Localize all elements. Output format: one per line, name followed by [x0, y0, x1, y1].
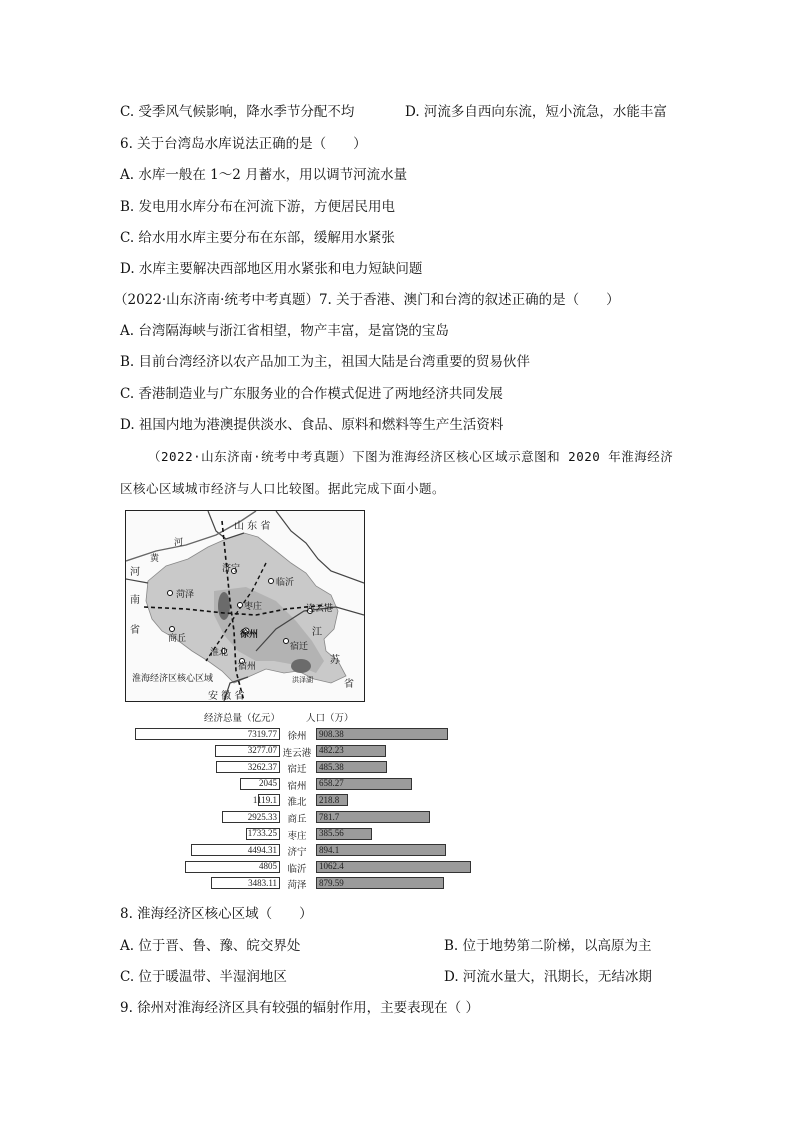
q6-option-a: A. 水库一般在 1～2 月蓄水，用以调节河流水量 [120, 167, 408, 183]
city-label: 淮北 [287, 797, 307, 809]
q6-option-c: C. 给水用水库主要分布在东部，缓解用水紧张 [120, 230, 395, 246]
population-value-label: 485.38 [319, 761, 344, 772]
q8-option-a: A. 位于晋、鲁、豫、皖交界处 [120, 938, 301, 954]
map-label-suzhou: 宿州 [238, 662, 257, 672]
map-label-jining: 济宁 [222, 564, 241, 574]
map-label-lianyungang: 连云港 [306, 604, 334, 614]
population-value-label: 218.8 [319, 794, 340, 805]
q8-option-c: C. 位于暖温带、半湿润地区 [120, 969, 287, 985]
economy-value-label: 3277.07 [247, 745, 277, 756]
left-header: 经济总量（亿元） [204, 713, 281, 724]
map-label-jiangsu: 省 [344, 679, 354, 690]
population-value-label: 1062.4 [319, 861, 344, 872]
city-label: 徐州 [287, 731, 307, 742]
q8-option-b: B. 位于地势第二阶梯，以高原为主 [444, 938, 652, 954]
economy-value-label: 1733.25 [247, 828, 277, 839]
intro-line-1: （2022·山东济南·统考中考真题）下图为淮海经济区核心区域示意图和 2020 年淮海经济 [148, 449, 674, 464]
city-label: 商丘 [287, 814, 307, 825]
map-label-river: 黄 [150, 554, 160, 564]
city-label: 临沂 [287, 863, 307, 875]
city-label: 连云港 [282, 747, 312, 759]
economy-value-label: 3483.11 [248, 877, 277, 888]
q8-stem: 8. 淮海经济区核心区域（ ） [120, 906, 313, 922]
q6-option-b: B. 发电用水库分布在河流下游，方便居民用电 [120, 199, 396, 215]
city-label: 枣庄 [287, 830, 307, 842]
economy-value-label: 4805 [259, 861, 277, 872]
city-marker [269, 579, 274, 584]
q7-option-b: B. 目前台湾经济以农产品加工为主，祖国大陆是台湾重要的贸易伙伴 [120, 354, 531, 370]
map-label-henan: 南 [130, 595, 140, 606]
economy-value-label: 3262.37 [247, 761, 277, 772]
city-marker [284, 639, 289, 644]
hongze-lake [291, 659, 311, 673]
population-value-label: 482.23 [319, 745, 344, 756]
map-label-xuzhou: 徐州 [240, 630, 259, 640]
economy-value-label: 4494.31 [247, 844, 277, 855]
q7-stem: （2022·山东济南·统考中考真题）7. 关于香港、澳门和台湾的叙述正确的是（ ） [114, 292, 620, 308]
q5-option-d: D. 河流多自西向东流，短小流急，水能丰富 [405, 104, 667, 120]
economy-value-label: 2925.33 [247, 811, 277, 822]
q6-stem: 6. 关于台湾岛水库说法正确的是（ ） [120, 136, 367, 152]
population-value-label: 658.27 [319, 778, 344, 789]
economy-value-label: 1119.1 [252, 794, 277, 805]
map-label-henan: 省 [130, 625, 140, 636]
population-value-label: 781.7 [319, 811, 340, 822]
map-label-zaozhuang: 枣庄 [244, 602, 263, 612]
city-label: 宿迁 [287, 764, 307, 776]
map-caption: 淮海经济区核心区域 [132, 674, 214, 684]
city-label: 宿州 [287, 780, 307, 792]
q7-option-a: A. 台湾隔海峡与浙江省相望，物产丰富，是富饶的宝岛 [120, 323, 449, 339]
population-value-label: 908.38 [319, 728, 344, 739]
map-label-suqian: 宿迁 [290, 642, 309, 652]
q7-option-d: D. 祖国内地为港澳提供淡水、食品、原料和燃料等生产生活资料 [120, 417, 504, 433]
map-label-river: 河 [174, 538, 184, 548]
q5-option-c: C. 受季风气候影响，降水季节分配不均 [120, 104, 355, 120]
weishan-lake [218, 592, 230, 620]
city-label: 济宁 [287, 847, 307, 859]
economy-value-label: 2045 [259, 778, 277, 789]
intro-line-2: 区核心区域城市经济与人口比较图。据此完成下面小题。 [120, 481, 446, 496]
map-label-jiangsu: 江 [312, 627, 322, 638]
q8-option-d: D. 河流水量大，汛期长，无结冰期 [444, 969, 652, 985]
right-header: 人口（万） [306, 713, 354, 724]
city-marker [238, 603, 243, 608]
huaihai-core-region-map [125, 510, 365, 702]
map-label-jiangsu: 苏 [330, 655, 340, 666]
q7-option-c: C. 香港制造业与广东服务业的合作模式促进了两地经济共同发展 [120, 386, 503, 402]
map-label-anhui: 安 徽 省 [208, 691, 245, 702]
population-value-label: 385.56 [319, 828, 344, 839]
map-label-heze: 菏泽 [176, 590, 195, 600]
q9-stem: 9. 徐州对淮海经济区具有较强的辐射作用，主要表现在（ ） [120, 1000, 479, 1016]
population-value-label: 894.1 [319, 844, 340, 855]
map-label-huaibei: 淮北 [210, 648, 229, 658]
province-border [126, 579, 148, 583]
map-label-shangqiu: 商丘 [168, 634, 187, 644]
q6-option-d: D. 水库主要解决西部地区用水紧张和电力短缺问题 [120, 261, 423, 277]
map-label-linyi: 临沂 [276, 578, 295, 588]
city-label: 菏泽 [287, 880, 307, 892]
economy-value-label: 7319.77 [247, 728, 277, 739]
map-label-hongzehu: 洪泽湖 [292, 676, 313, 684]
population-value-label: 879.59 [319, 877, 344, 888]
map-label-shandong: 山 东 省 [234, 521, 271, 532]
city-marker [168, 591, 173, 596]
economy-population-chart [120, 708, 450, 898]
map-label-henan: 河 [130, 567, 140, 578]
